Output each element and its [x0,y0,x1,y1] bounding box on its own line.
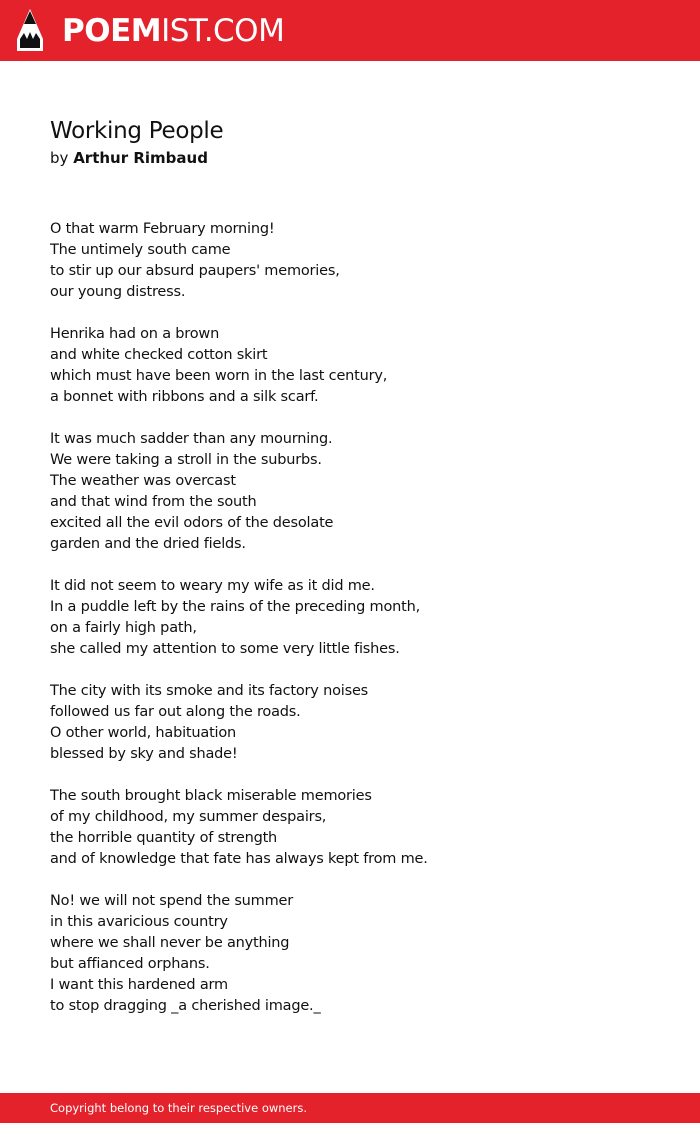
poem-line: but affianced orphans. [50,956,210,972]
poem-line: The weather was overcast [50,473,236,489]
poem-line: the horrible quantity of strength [50,830,278,846]
poem-line: No! we will not spend the summer [50,893,294,909]
poem-line: In a puddle left by the rains of the preceding month, [50,599,421,615]
site-logo[interactable] [62,11,284,51]
poem-line: a bonnet with ribbons and a silk scarf. [50,389,319,405]
poem-line: garden and the dried fields. [50,536,246,552]
stanza [50,786,650,870]
site-header [0,0,700,61]
poem-line: to stop dragging _a cherished image._ [50,998,321,1014]
poem-line: she called my attention to some very little fishes. [50,641,400,657]
poem-line: The city with its smoke and its factory noises [50,683,369,699]
stanza [50,324,650,408]
poem-line: Henrika had on a brown [50,326,220,342]
poem-line: on a fairly high path, [50,620,197,636]
poem-line: our young distress. [50,284,186,300]
poem-line: O that warm February morning! [50,221,275,237]
poem-line: in this avaricious country [50,914,228,930]
poem-line: to stir up our absurd paupers' memories, [50,263,340,279]
poem-line: excited all the evil odors of the desolate [50,515,334,531]
poem-line: of my childhood, my summer despairs, [50,809,327,825]
stanza [50,429,650,555]
poem-line: It did not seem to weary my wife as it did me. [50,578,375,594]
author-name: Arthur Rimbaud [73,149,208,167]
poem-line: blessed by sky and shade! [50,746,238,762]
poem-line: O other world, habituation [50,725,237,741]
poem-title: Working People [50,118,224,144]
stanza [50,681,650,765]
poem-line: It was much sadder than any mourning. [50,431,333,447]
logo-text-bold: POEM [62,13,162,49]
poem-line: The untimely south came [50,242,231,258]
poem-line: and white checked cotton skirt [50,347,268,363]
stanza [50,219,650,303]
poem-line: and of knowledge that fate has always kept from me. [50,851,428,867]
byline [50,148,208,169]
pencil-tip-icon [17,9,43,51]
stanza [50,891,650,1017]
byline-prefix: by [50,149,69,167]
copyright-text: Copyright belong to their respective owners. [50,1101,308,1115]
poem-line: followed us far out along the roads. [50,704,301,720]
poem-line: We were taking a stroll in the suburbs. [50,452,322,468]
poem-line: where we shall never be anything [50,935,290,951]
logo-text-light: IST.COM [161,13,285,49]
poem-line: I want this hardened arm [50,977,228,993]
poem-line: The south brought black miserable memories [50,788,372,804]
site-footer [0,1093,700,1123]
poem-body [50,219,650,1038]
poem-line: which must have been worn in the last century, [50,368,388,384]
poem-line: and that wind from the south [50,494,257,510]
stanza [50,576,650,660]
